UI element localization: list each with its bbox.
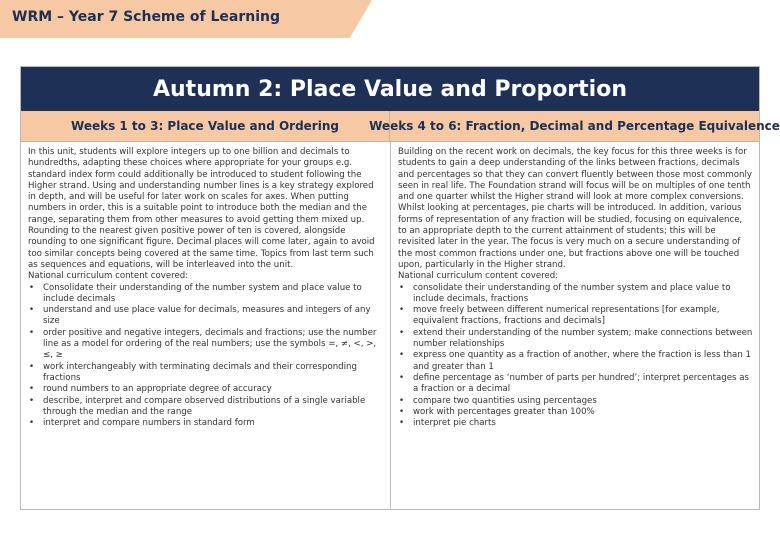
right-column-heading: Weeks 4 to 6: Fraction, Decimal and Percentage Equivalence (389, 111, 759, 141)
left-curriculum-list (28, 283, 384, 430)
list-item: • round numbers to an appropriate degree of accuracy (28, 384, 384, 395)
title-bar (21, 67, 759, 111)
right-curriculum-label: National curriculum content covered: (398, 271, 559, 282)
banner-title: WRM – Year 7 Scheme of Learning (12, 9, 280, 25)
list-item: • understand and use place value for decimals, measures and integers of any size (28, 305, 384, 328)
column-headings (21, 111, 780, 142)
page-title: Autumn 2: Place Value and Proportion (152, 76, 627, 102)
list-item: • express one quantity as a fraction of another, where the fraction is less than 1 and greater than 1 (398, 350, 753, 373)
list-item: • work with percentages greater than 100% (398, 407, 753, 418)
scheme-document (20, 66, 780, 510)
column-bodies (21, 142, 759, 510)
list-item: • consolidate their understanding of the number system and place value to include decimals, fractions (398, 283, 753, 306)
right-intro: Building on the recent work on decimals, the key focus for this three weeks is for students to gain a deep understanding of the links between fractions, decimals and percentages so that they can convert fluently between those most commonly seen in real life. The Foundation strand will focus will be on multiples of one tenth and one quarter whilst the Higher strand will look at more complex conversions. Whilst looking at percentages, pie charts will be introduced. In addition, various forms of representation of any fraction will be studied, focusing on equivalence, to an appropriate depth to the current attainment of students; this will be revisited later in the year. The focus is very much on a secure understanding of the most common fractions under one, but fractions above one will be touched upon, particularly in the Higher strand. (398, 147, 752, 270)
list-item: • compare two quantities using percentages (398, 396, 753, 407)
list-item: • interpret and compare numbers in standard form (28, 418, 384, 429)
right-curriculum-list (398, 283, 753, 430)
list-item: • describe, interpret and compare observed distributions of a single variable through the median and the range (28, 396, 384, 419)
list-item: • interpret pie charts (398, 418, 753, 429)
left-curriculum-label: National curriculum content covered: (28, 271, 189, 282)
list-item: • work interchangeably with terminating decimals and their corresponding fractions (28, 362, 384, 385)
list-item: • extend their understanding of the number system; make connections between number relationships (398, 328, 753, 351)
right-column (390, 142, 759, 510)
list-item: • move freely between different numerical representations [for example, equivalent fractions, fractions and decimals] (398, 305, 753, 328)
left-column (21, 142, 390, 510)
left-intro: In this unit, students will explore integers up to one billion and decimals to hundredths, adapting these choices where appropriate for your groups e.g. standard index form could additionally be introduced to student following the Higher strand. Using and understanding number lines is a key strategy explored in depth, and will be useful for later work on scales for axes. When putting numbers in order, this is a suitable point to introduce both the median and the range, separating them from other measures to avoid getting them mixed up. Rounding to the nearest given positive power of ten is covered, alongside rounding to one significant figure. Decimal places will come later, again to avoid too similar concepts being covered at the same time. Topics from last term such as sequences and equations, will be interleaved into the unit. (28, 147, 375, 270)
list-item: • Consolidate their understanding of the number system and place value to include decimals (28, 283, 384, 306)
left-column-heading: Weeks 1 to 3: Place Value and Ordering (71, 119, 339, 133)
list-item: • define percentage as ‘number of parts per hundred’; interpret percentages as a fraction or a decimal (398, 373, 753, 396)
list-item: • order positive and negative integers, decimals and fractions; use the number line as a model for ordering of the real numbers; use the symbols =, ≠, <, >, ≤, ≥ (28, 328, 384, 362)
